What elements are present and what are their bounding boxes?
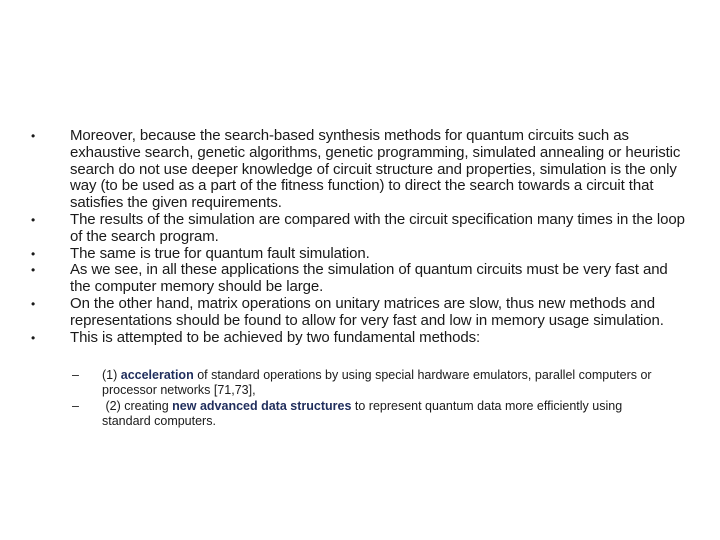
bullet-item [30,262,690,296]
bullet-marker: • [31,330,36,345]
bullet-item [30,212,690,246]
bullet-text: This is attempted to be achieved by two fundamental methods: [70,328,481,346]
bullet-item [30,246,690,263]
bullet-marker: • [31,263,36,278]
sub-bullet-text [102,368,672,397]
bullet-text: Moreover, because the search-based synthesis methods for quantum circuits such as exhaustive search, genetic algorithms, genetic programming, simulated annealing or heuristic search do not use deeper knowledge of circuit structure and properties, simulation is the only way (to be used as a part of the fitness function) to direct the search towards a circuit that satisfies the given requirements. [70,127,681,212]
sub-bullet-marker: – [72,399,79,413]
bullet-text: The same is true for quantum fault simulation. [70,244,370,262]
bullet-text: As we see, in all these applications the simulation of quantum circuits must be very fast and the computer memory should be large. [70,261,668,296]
sub-text-pre: (2) creating [102,399,173,413]
bullet-item [30,330,690,347]
bullet-list [30,128,690,346]
bullet-marker: • [31,129,36,143]
sub-text-post: of standard operations by using special hardware emulators, parallel computers or processor networks [71,73], [102,368,652,397]
sub-bullet-list [72,368,672,430]
sub-bullet-text [102,399,672,428]
highlight-term: new advanced data structures [172,399,352,413]
bullet-item [30,296,690,330]
bullet-marker: • [31,212,36,227]
bullet-text: The results of the simulation are compared with the circuit specification many times in the loop of the search program. [70,210,685,245]
bullet-marker: • [31,296,36,311]
sub-bullet-item [72,399,672,428]
sub-text-pre: (1) [102,368,121,382]
sub-bullet-item [72,368,672,397]
highlight-term: acceleration [120,368,194,382]
sub-bullet-marker: – [72,368,79,382]
sub-text-post: to represent quantum data more efficiently using standard computers. [102,399,623,428]
bullet-item [30,128,690,212]
bullet-text: On the other hand, matrix operations on unitary matrices are slow, thus new methods and representations should be found to allow for very fast and low in memory usage simulation. [70,294,664,329]
bullet-marker: • [31,246,36,261]
